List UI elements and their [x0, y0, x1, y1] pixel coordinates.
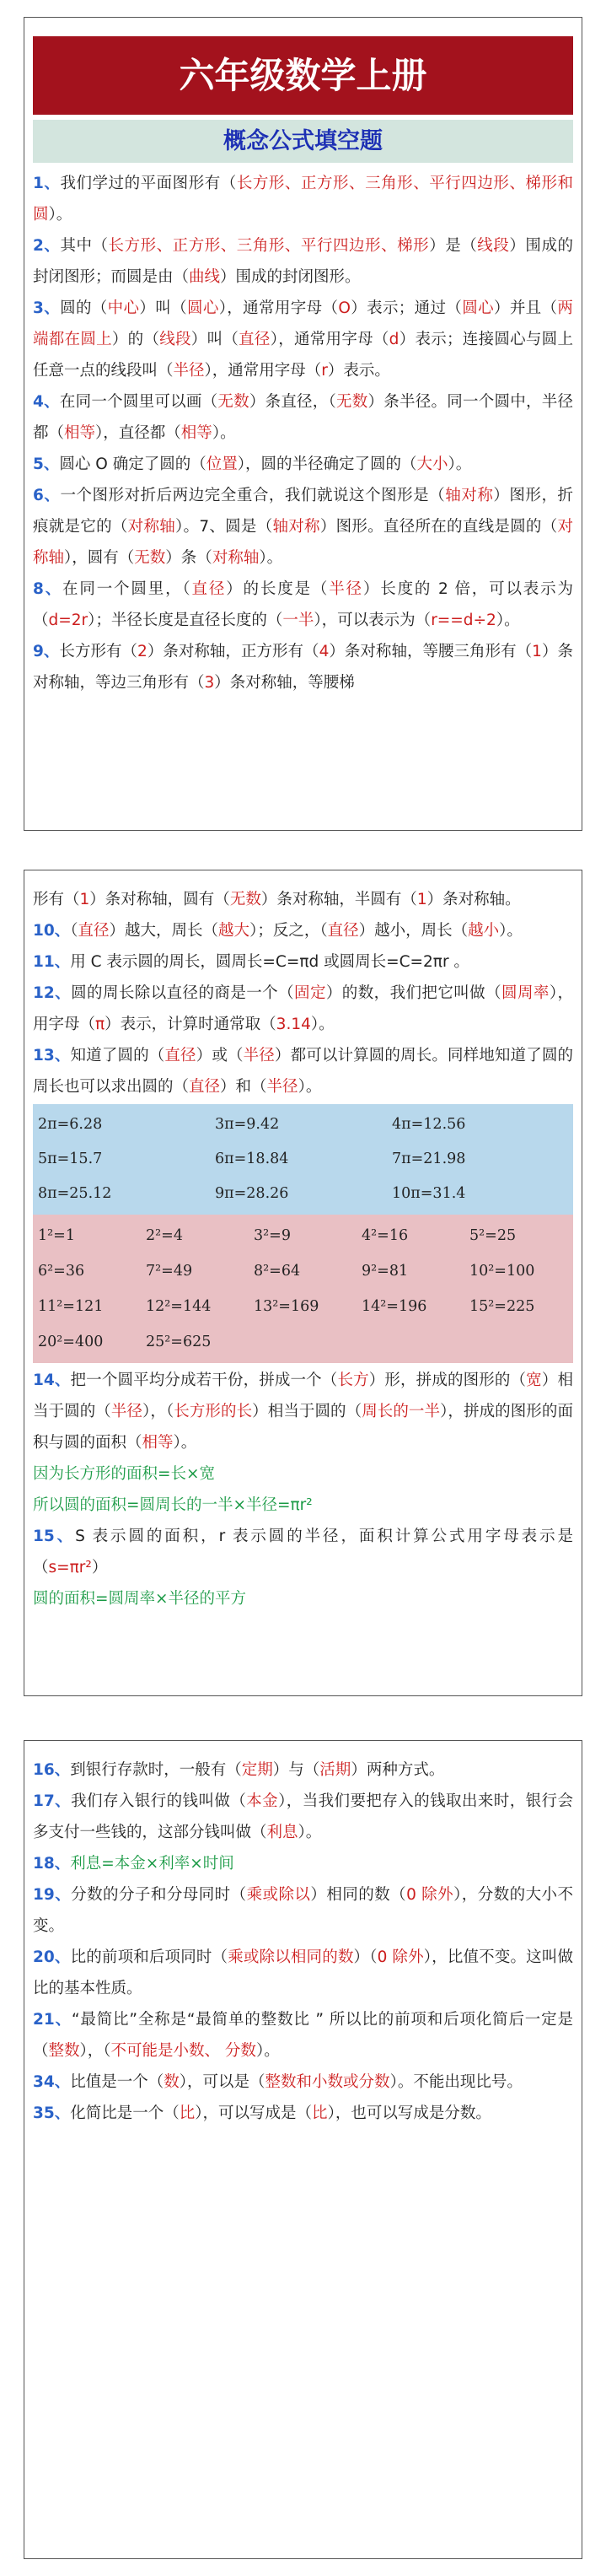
answer-text: 半径: [173, 362, 205, 380]
question-4: [33, 386, 573, 449]
question-text: ）表示；通过（: [350, 299, 463, 317]
answer-text: 直径: [191, 580, 227, 598]
question-number: 5、: [33, 455, 60, 473]
answer-text: 乘或除以: [246, 1886, 311, 1904]
pi-cell: 6π=18.84: [215, 1151, 289, 1167]
question-10: [33, 915, 573, 946]
pi-cell: 3π=9.42: [215, 1116, 280, 1133]
square-cell: 9²=81: [362, 1263, 409, 1280]
answer-text: 无数: [336, 393, 368, 411]
question-text: 比的前项和后项同时（: [70, 1948, 228, 1966]
answer-text: 一半: [282, 612, 314, 629]
square-cell: 1²=1: [38, 1227, 75, 1244]
pi-cell: 2π=6.28: [38, 1116, 103, 1133]
question-12: [33, 978, 573, 1040]
question-text: ）的数，我们把它叫做（: [325, 984, 502, 1002]
answer-text: 直径: [78, 922, 110, 940]
squares-table: [33, 1215, 573, 1363]
answer-text: 半径: [266, 1078, 298, 1096]
question-text: ）与（: [272, 1761, 320, 1779]
answer-text: 周长的一半: [362, 1403, 441, 1420]
square-cell: 20²=400: [38, 1334, 104, 1350]
square-cell: 3²=9: [254, 1227, 291, 1244]
answer-text: 4: [319, 643, 330, 660]
answer-text: 轴对称: [272, 518, 320, 536]
pi-cell: 7π=21.98: [392, 1151, 466, 1167]
question-number: 6、: [33, 487, 61, 504]
answer-text: 圆心: [462, 299, 494, 317]
question-text: ），可以写成是（: [195, 2104, 313, 2122]
square-cell: 12²=144: [146, 1298, 212, 1315]
answer-text: 相等: [142, 1434, 174, 1452]
formula-interest: 利息=本金×利率×时间: [70, 1855, 234, 1873]
question-text: 到银行存款时，一般有（: [70, 1761, 242, 1779]
question-number: 35、: [33, 2104, 71, 2122]
question-20: [33, 1942, 573, 2004]
square-cell: [362, 1324, 469, 1360]
pi-cell: 9π=28.26: [215, 1185, 289, 1202]
answer-text: 线段: [159, 331, 191, 348]
question-18: [33, 1848, 573, 1879]
answer-text: 位置: [206, 455, 238, 473]
question-text: ）。: [259, 549, 283, 567]
answer-text: 线段: [477, 237, 510, 255]
question-text: ）表示；连接圆心与圆上任意一点的线段叫（: [33, 331, 573, 380]
question-text: ）。不能出现比号。: [389, 2073, 523, 2091]
square-cell: 6²=36: [38, 1263, 85, 1280]
pi-multiples-table: [33, 1104, 573, 1215]
answer-text: 直径: [164, 1047, 196, 1064]
question-text: ）都可以计算圆的周长。同样地知道了圆的周长也可以求出圆的（: [33, 1047, 573, 1096]
question-text: ），通常用字母（: [270, 331, 389, 348]
answer-text: 2: [137, 643, 147, 660]
question-text: ）。: [499, 922, 523, 940]
question-text: 用 C 表示圆的周长，圆周长=C=πd 或圆周长=C=2πr 。: [70, 953, 469, 971]
question-text: ）条对称轴。: [426, 891, 521, 908]
card2-body: [24, 870, 582, 1614]
answer-text: 利息: [266, 1824, 298, 1841]
square-cell: 11²=121: [38, 1298, 104, 1315]
question-number: 1、: [33, 175, 61, 192]
question-text: ）和（: [220, 1078, 267, 1096]
answer-text: 大小: [416, 455, 448, 473]
square-cell: 14²=196: [362, 1298, 427, 1315]
square-cell: [469, 1324, 577, 1360]
question-16: [33, 1754, 573, 1786]
answer-text: 比: [312, 2104, 328, 2122]
question-text: ）条对称轴，半圆有（: [260, 891, 417, 908]
square-cell: 8²=64: [254, 1263, 301, 1280]
question-text: ）。: [310, 1016, 335, 1033]
answer-text: 相等: [180, 424, 212, 442]
question-text: 把一个圆平均分成若干份，拼成一个（: [70, 1372, 338, 1389]
answer-text: d: [389, 331, 400, 348]
question-8: [33, 574, 573, 636]
answer-text: s=πr²: [48, 1559, 92, 1576]
square-cell: 25²=625: [146, 1334, 212, 1350]
answer-text: 对称轴: [212, 549, 260, 567]
answer-text: 0 除外: [377, 1948, 424, 1966]
square-cell: [254, 1324, 362, 1360]
question-text: ）围成的封闭图形；而圆是由（: [33, 237, 573, 286]
answer-text: 轴对称: [445, 487, 494, 504]
answer-text: 直径: [189, 1078, 221, 1096]
question-5: [33, 449, 573, 480]
answer-text: 比: [179, 2104, 196, 2122]
formula-circle-area-derivation: 所以圆的面积=圆周长的一半×半径=πr²: [33, 1496, 313, 1514]
question-text: ），比值不变。这叫做比的基本性质。: [33, 1948, 573, 1997]
question-text: ），拼成的图形的面积与圆的面积（: [33, 1403, 573, 1452]
question-text: ）图形。直径所在的直线是圆的（: [319, 518, 558, 536]
answer-text: 1: [532, 643, 542, 660]
question-number: 12、: [33, 984, 72, 1002]
question-text: ）形，拼成的图形的（: [368, 1372, 527, 1389]
question-15: [33, 1521, 573, 1583]
square-cell: 10²=100: [469, 1263, 535, 1280]
question-14: [33, 1365, 573, 1458]
square-cell: 4²=16: [362, 1227, 409, 1244]
question-text: ）条对称轴，等边三角形有（: [33, 643, 573, 692]
answer-text: r: [321, 362, 328, 380]
answer-text: 宽: [526, 1372, 542, 1389]
question-35: [33, 2098, 573, 2129]
answer-text: 3: [204, 674, 215, 692]
answer-text: 无数: [229, 891, 261, 908]
question-text: ）表示。: [327, 362, 390, 380]
answer-text: 长方形、正方形、三角形、平行四边形、梯形和圆: [33, 175, 573, 224]
question-text: ）条对称轴，正方形有（: [147, 643, 319, 660]
question-number: 8、: [33, 580, 63, 598]
question-number: 34、: [33, 2073, 71, 2091]
answer-text: 无数: [134, 549, 166, 567]
square-cell: 5²=25: [469, 1227, 517, 1244]
answer-text: O: [338, 299, 351, 317]
question-text: 知道了圆的（: [70, 1047, 165, 1064]
answer-text: 长方形的长: [174, 1403, 253, 1420]
pi-cell: 5π=15.7: [38, 1151, 103, 1167]
question-text: ），分数的大小不变。: [33, 1886, 573, 1935]
question-text: ），当我们要把存入的钱取出来时，银行会多支付一些钱的，这部分钱叫做（: [33, 1792, 573, 1841]
question-text: ）。: [255, 2042, 280, 2060]
question-6: [33, 480, 573, 574]
question-number: 10、: [33, 922, 71, 940]
answer-text: 圆心: [186, 299, 219, 317]
question-text: ）相当于圆的（: [252, 1403, 362, 1420]
question-text: ），（: [142, 1403, 174, 1420]
question-number: 15、: [33, 1528, 76, 1545]
card-concepts-1: [24, 17, 582, 831]
question-text: ），可以是（: [179, 2073, 265, 2091]
answer-text: 本金: [246, 1792, 279, 1810]
section-subtitle: 概念公式填空题: [33, 120, 573, 163]
question-17: [33, 1786, 573, 1848]
question-text: 圆的（: [60, 299, 108, 317]
question-text: ），（: [79, 2042, 111, 2060]
question-19: [33, 1879, 573, 1942]
answer-text: 半径: [243, 1047, 275, 1064]
answer-text: 定期: [241, 1761, 273, 1779]
answer-text: π: [95, 1016, 105, 1033]
square-cell: 2²=4: [146, 1227, 183, 1244]
pi-cell: 10π=31.4: [392, 1185, 466, 1202]
question-text: 我们存入银行的钱叫做（: [71, 1792, 247, 1810]
question-text: ）并且（: [493, 299, 558, 317]
answer-text: 直径: [327, 922, 359, 940]
formula-circle-area: 圆的面积=圆周率×半径的平方: [33, 1590, 247, 1608]
pi-cell: 8π=25.12: [38, 1185, 112, 1202]
question-text: ）是（: [429, 237, 478, 255]
square-cell: 13²=169: [254, 1298, 319, 1315]
page-title: 六年级数学上册: [33, 36, 573, 115]
question-text: 一个图形对折后两边完全重合，我们就说这个图形是（: [60, 487, 446, 504]
question-text: ）的（: [111, 331, 160, 348]
question-text: ），用字母（: [33, 984, 573, 1033]
question-number: 13、: [33, 1047, 71, 1064]
question-number: 19、: [33, 1886, 72, 1904]
question-text: ）条对称轴，等腰三角形有（: [329, 643, 533, 660]
question-text: ）；半径长度是直径长度的（: [88, 612, 283, 629]
question-text: ）；反之，（: [249, 922, 328, 940]
answer-text: 对称轴: [127, 518, 176, 536]
answer-text: 固定: [294, 984, 326, 1002]
card-concepts-3: [24, 1740, 582, 2559]
question-number: 16、: [33, 1761, 71, 1779]
question-text: 化简比是一个（: [70, 2104, 180, 2122]
question-text: ），也可以写成是分数。: [327, 2104, 491, 2122]
question-text: 比值是一个（: [70, 2073, 164, 2091]
question-text: ）。: [496, 612, 520, 629]
answer-text: 越大: [218, 922, 250, 940]
card1-body: [24, 163, 582, 698]
question-number: 17、: [33, 1792, 72, 1810]
question-21: [33, 2004, 573, 2067]
question-text: ）（: [353, 1948, 378, 1966]
question-text: ）图形，折痕就是它的（: [33, 487, 573, 536]
answer-text: 3.14: [276, 1016, 311, 1033]
question-3: [33, 293, 573, 386]
answer-text: 相等: [64, 424, 96, 442]
question-number: 14、: [33, 1372, 71, 1389]
question-text: ），圆有（: [64, 549, 135, 567]
question-text: 在同一个圆里，（: [62, 580, 192, 598]
question-text: ）条半径。同一个圆中，半径都（: [33, 393, 573, 442]
question-text: ）。: [173, 1434, 197, 1452]
question-text: ）长度的 2 倍，可以表示为（: [33, 580, 573, 629]
question-2: [33, 230, 573, 293]
question-text: ）条对称轴，圆有（: [89, 891, 230, 908]
question-number: 21、: [33, 2011, 72, 2029]
answer-text: 两端都在圆上: [33, 299, 573, 348]
question-text: 在同一个圆里可以画（: [59, 393, 218, 411]
question-text: 长方形有（: [59, 643, 138, 660]
answer-text: 1: [416, 891, 427, 908]
answer-text: 圆周率: [501, 984, 550, 1002]
question-text: S 表示圆的面积，r 表示圆的半径，面积计算公式用字母表示是（: [33, 1528, 573, 1576]
question-text: ）。7、圆是（: [175, 518, 273, 536]
answer-text: 乘或除以相同的数: [228, 1948, 354, 1966]
question-number: 11、: [33, 953, 71, 971]
question-text: ）叫（: [139, 299, 187, 317]
question-text: ）叫（: [190, 331, 239, 348]
question-text: ）。: [298, 1824, 322, 1841]
answer-text: 整数和小数或分数: [265, 2073, 390, 2091]
question-text: ）表示，计算时通常取（: [105, 1016, 276, 1033]
question-text: ）。: [448, 455, 472, 473]
question-text: ）两种方式。: [351, 1761, 445, 1779]
question-text: ）。: [212, 424, 236, 442]
question-text: ）的长度是（: [226, 580, 330, 598]
square-cell: 15²=225: [469, 1298, 535, 1315]
question-text: ），通常用字母（: [218, 299, 339, 317]
question-text: ）条直径，（: [249, 393, 337, 411]
question-number: 4、: [33, 393, 60, 411]
answer-text: 0 除外: [406, 1886, 454, 1904]
formula-rectangle-area: 因为长方形的面积=长×宽: [33, 1465, 216, 1483]
answer-text: 曲线: [189, 268, 221, 286]
answer-text: 整数: [48, 2042, 80, 2060]
question-text: ）围成的封闭图形。: [220, 268, 361, 286]
question-number: 2、: [33, 237, 61, 255]
question-text: 圆的周长除以直径的商是一个（: [71, 984, 295, 1002]
question-number: 18、: [33, 1855, 71, 1873]
question-text: ）: [91, 1559, 108, 1576]
question-number: 3、: [33, 299, 61, 317]
question-text: ）条（: [165, 549, 212, 567]
question-9: [33, 636, 573, 698]
question-text: ）越大，周长（: [109, 922, 219, 940]
question-text: ）越小，周长（: [358, 922, 469, 940]
question-text: ），直径都（: [95, 424, 181, 442]
answer-text: 数: [164, 2073, 180, 2091]
question-text: 我们学过的平面图形有（: [60, 175, 237, 192]
answer-text: 半径: [110, 1403, 143, 1420]
question-text: ），通常用字母（: [204, 362, 322, 380]
question-text: 形有（: [33, 891, 80, 908]
answer-text: 直径: [239, 331, 271, 348]
question-text: （: [70, 922, 78, 940]
question-text: ）或（: [196, 1047, 244, 1064]
question-34: [33, 2067, 573, 2098]
question-text: ），圆的半径确定了圆的（: [237, 455, 417, 473]
square-cell: 7²=49: [146, 1263, 193, 1280]
answer-text: 半径: [329, 580, 363, 598]
answer-text: 长方: [337, 1372, 369, 1389]
answer-text: 越小: [468, 922, 500, 940]
question-text: 圆心 O 确定了圆的（: [59, 455, 206, 473]
answer-text: d=2r: [48, 612, 88, 629]
question-11: [33, 946, 573, 978]
answer-text: 不可能是小数、 分数: [110, 2042, 256, 2060]
question-13: [33, 1040, 573, 1102]
answer-text: 中心: [107, 299, 140, 317]
answer-text: 长方形、正方形、三角形、平行四边形、梯形: [108, 237, 430, 255]
question-text: “最简比”全称是“最简单的整数比 ” 所以比的前项和后项化简后一定是（: [33, 2011, 573, 2060]
pi-cell: 4π=12.56: [392, 1116, 466, 1133]
question-text: 分数的分子和分母同时（: [71, 1886, 247, 1904]
card3-body: [24, 1741, 582, 2129]
question-number: 9、: [33, 643, 60, 660]
answer-text: 无数: [217, 393, 249, 411]
question-text: ）相同的数（: [310, 1886, 407, 1904]
question-text: ），可以表示为（: [314, 612, 432, 629]
question-text: ）。: [298, 1078, 322, 1096]
question-text: 其中（: [60, 237, 109, 255]
answer-text: 对称轴: [33, 518, 573, 567]
answer-text: r==d÷2: [431, 612, 496, 629]
answer-text: 活期: [319, 1761, 351, 1779]
question-text: ）。: [48, 206, 72, 224]
question-text: ）相当于圆的（: [33, 1372, 573, 1420]
question-1: [33, 168, 573, 230]
answer-text: 1: [79, 891, 90, 908]
question-number: 20、: [33, 1948, 71, 1966]
card-concepts-2: [24, 870, 582, 1696]
question-text: ）条对称轴，等腰梯: [214, 674, 355, 692]
question-9-continued: [33, 884, 573, 915]
